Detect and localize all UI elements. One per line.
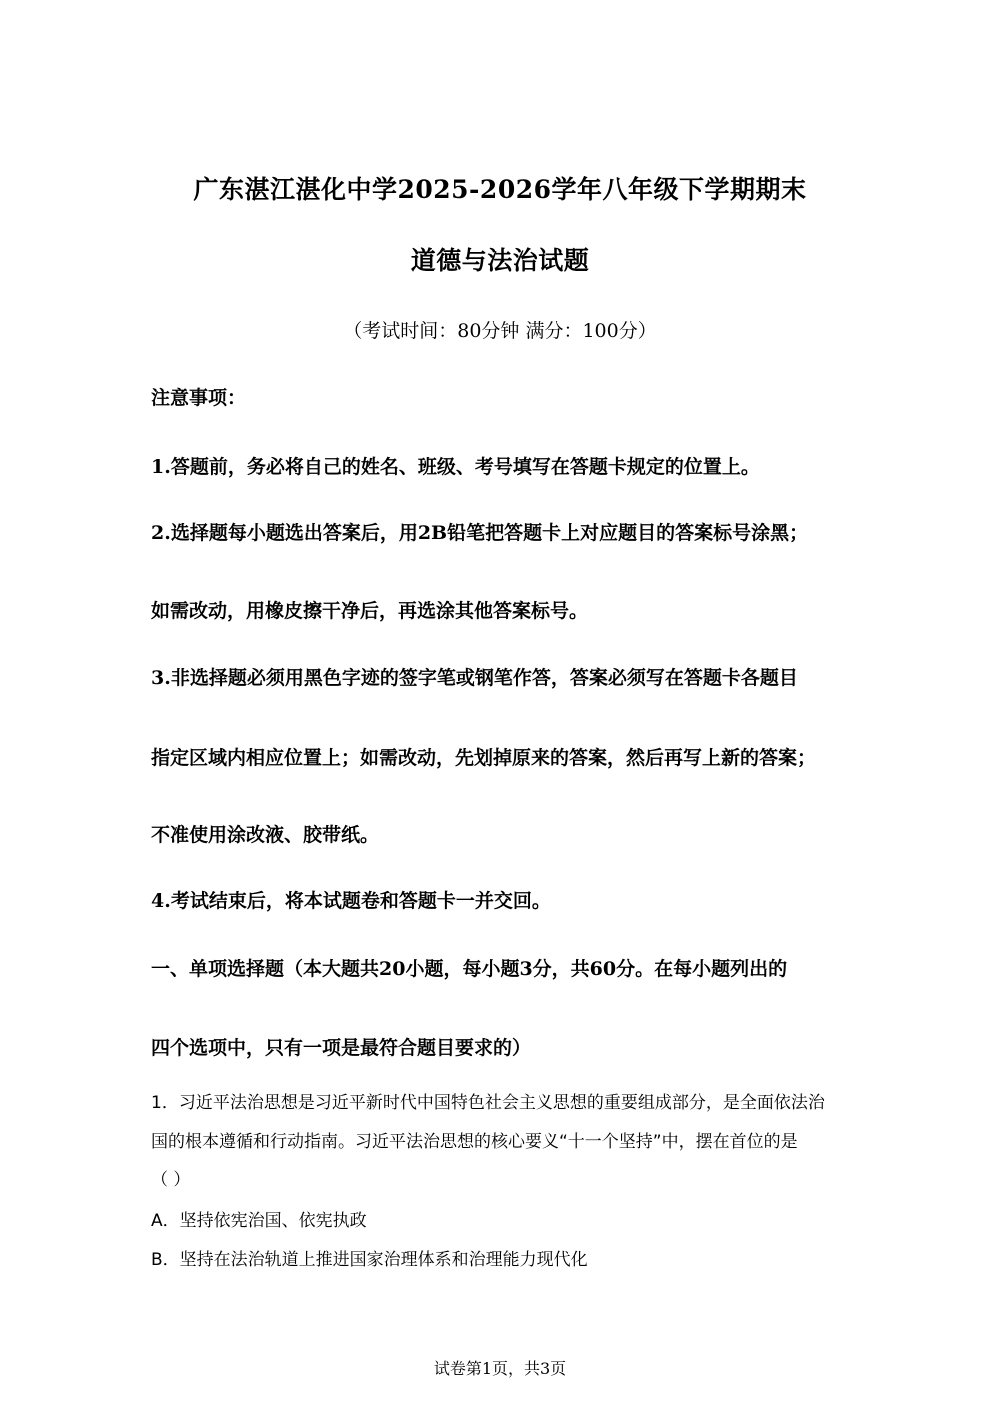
notice-line: 4.考试结束后，将本试题卷和答题卡一并交回。 [151, 890, 551, 912]
exam-title-line1: 广东湛江湛化中学2025-2026学年八年级下学期期末 [193, 175, 807, 204]
question-stem: 国的根本遵循和行动指南。习近平法治思想的核心要义“十一个坚持”中，摆在首位的是 [151, 1132, 798, 1152]
notice-line: 如需改动，用橡皮擦干净后，再选涂其他答案标号。 [151, 600, 589, 622]
option-a: A．坚持依宪治国、依宪执政 [151, 1211, 367, 1231]
notice-heading: 注意事项： [151, 387, 247, 409]
option-b: B．坚持在法治轨道上推进国家治理体系和治理能力现代化 [151, 1250, 588, 1270]
notice-line: 3.非选择题必须用黑色字迹的签字笔或钢笔作答，答案必须写在答题卡各题目 [151, 667, 798, 689]
page-footer: 试卷第1页，共3页 [433, 1359, 567, 1378]
question-stem: 1．习近平法治思想是习近平新时代中国特色社会主义思想的重要组成部分，是全面依法治 [151, 1093, 825, 1113]
exam-title-line2: 道德与法治试题 [410, 246, 590, 275]
section-heading-continued: 四个选项中，只有一项是最符合题目要求的） [151, 1037, 532, 1059]
notice-line: 2.选择题每小题选出答案后，用2B铅笔把答题卡上对应题目的答案标号涂黑； [151, 522, 809, 544]
section-heading: 一、单项选择题（本大题共20小题，每小题3分，共60分。在每小题列出的 [151, 958, 788, 980]
notice-line: 1.答题前，务必将自己的姓名、班级、考号填写在答题卡规定的位置上。 [151, 456, 760, 478]
notice-line: 指定区域内相应位置上；如需改动，先划掉原来的答案，然后再写上新的答案； [151, 747, 817, 769]
answer-blank: （ ） [151, 1170, 191, 1190]
exam-info: （考试时间：80分钟 满分：100分） [343, 320, 657, 342]
notice-line: 不准使用涂改液、胶带纸。 [151, 824, 380, 846]
